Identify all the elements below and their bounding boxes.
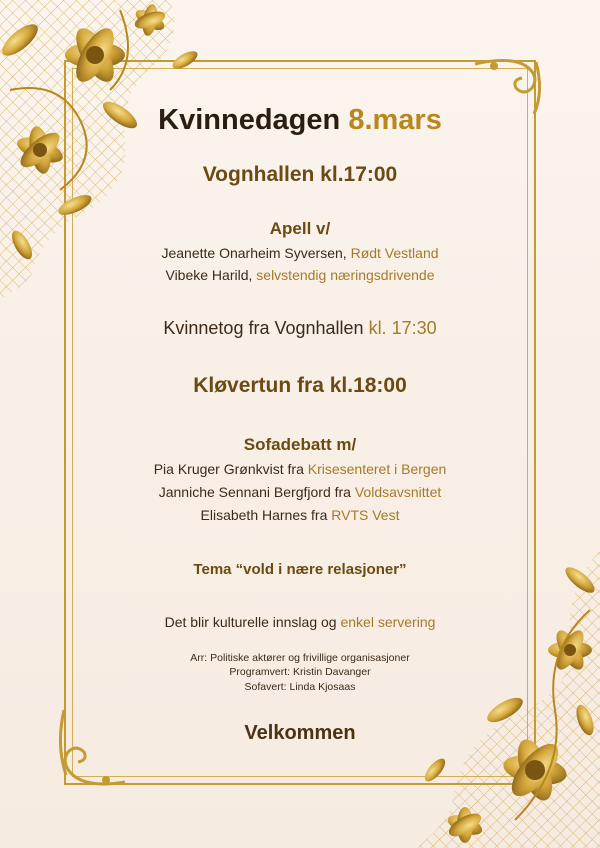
page-title (72, 104, 528, 137)
organizers-line: Arr: Politiske aktører og frivillige organisasjoner (190, 652, 410, 664)
poster-content (72, 0, 528, 848)
debate-participant-3: Elisabeth Harnes fra RVTS Vest (200, 507, 400, 523)
debate-participant-2: Janniche Sennani Bergfjord fra Voldsavsnittet (158, 484, 442, 500)
appeal-heading: Apell v/ (269, 219, 331, 238)
appeal-speaker-1: Jeanette Onarheim Syversen, Rødt Vestland (161, 245, 439, 261)
title-date: 8.mars (348, 104, 442, 136)
theme-line: Tema “vold i nære relasjoner” (193, 561, 407, 578)
debate-heading: Sofadebatt m/ (243, 435, 357, 454)
venue-klovertun: Kløvertun fra kl.18:00 (193, 374, 407, 397)
culture-line: Det blir kulturelle innslag og enkel servering (164, 614, 436, 630)
title-main: Kvinnedagen (158, 104, 341, 136)
womens-march: Kvinnetog fra Vognhallen kl. 17:30 (163, 318, 437, 338)
appeal-speaker-2: Vibeke Harild, selvstendig næringsdrivende (165, 267, 435, 283)
program-host-line: Programvert: Kristin Davanger (229, 666, 371, 678)
venue-vognhallen: Vognhallen kl.17:00 (202, 163, 398, 186)
debate-participant-1: Pia Kruger Grønkvist fra Krisesenteret i Bergen (153, 461, 447, 477)
welcome-text: Velkommen (244, 722, 356, 744)
sofa-host-line: Sofavert: Linda Kjosaas (244, 681, 356, 693)
